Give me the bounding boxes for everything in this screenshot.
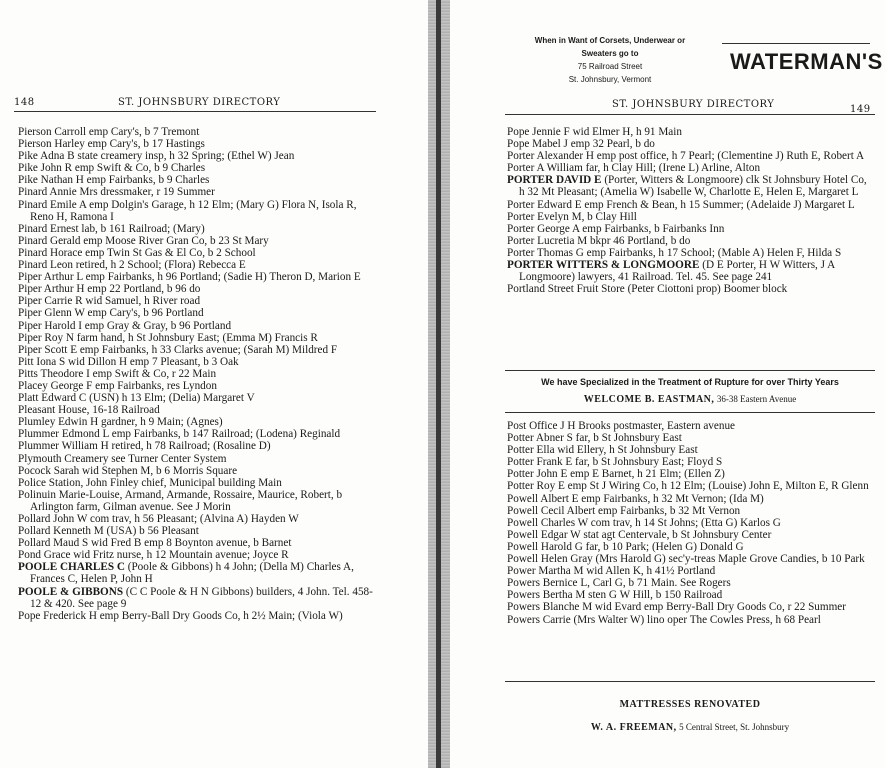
mattress-ad-line: MATTRESSES RENOVATED [619,699,761,710]
directory-entry: Piper Harold I emp Gray & Gray, b 96 Portland [18,319,232,332]
directory-entry: Porter Thomas G emp Fairbanks, h 17 School; (Mable A) Helen F, Hilda S [507,246,842,259]
directory-entry: Pitt Iona S wid Dillon H emp 7 Pleasant, b 3 Oak [18,355,239,368]
directory-entry: Powell Cecil Albert emp Fairbanks, b 32 Mt Vernon [507,504,741,517]
directory-entry: Powers Bernice L, Carl G, b 71 Main. See Rogers [507,577,731,590]
eastman-name: WELCOME B. EASTMAN, [583,394,715,405]
ad-line-1: When in Want of Corsets, Underwear or [534,36,686,45]
directory-entry: POOLE & GIBBONS (C C Poole & H N Gibbons) builders, 4 John. Tel. 458-12 & 420. See page 9 [18,585,373,610]
ad-line-3: 75 Railroad Street [577,62,643,71]
watermans-ad-text [500,34,720,86]
directory-entry: Pollard John W com trav, h 56 Pleasant; (Alvina A) Hayden W [18,513,299,525]
header-rule-left [14,111,376,112]
page-number-left: 148 [14,97,35,108]
left-page [0,0,432,768]
directory-entry: POOLE CHARLES C (Poole & Gibbons) h 4 John; (Della M) Charles A, Frances C, Helen P, John H [18,561,354,586]
directory-entry: Pocock Sarah wid Stephen M, b 6 Morris Square [18,464,238,477]
running-head-right: ST. JOHNSBURY DIRECTORY [612,99,775,110]
directory-entry: Pierson Carroll emp Cary's, b 7 Tremont [18,126,200,138]
directory-entry: Porter A William far, h Clay Hill; (Irene L) Arline, Alton [507,162,761,175]
directory-entry: Pike John R emp Swift & Co, b 9 Charles [18,162,206,175]
directory-entry: Piper Roy N farm hand, h St Johnsbury East; (Emma M) Francis R [18,331,318,344]
freeman-ad [505,722,875,733]
header-rule-right [505,114,875,115]
directory-entry: Powell Helen Gray (Mrs Harold G) sec'y-treas Maple Grove Candies, b 10 Park [507,553,865,566]
directory-entry: Pinard Annie Mrs dressmaker, r 19 Summer [18,186,215,199]
right-entry-list-b [507,420,871,626]
directory-entry: Powell Edgar W stat agt Centervale, b St Johnsbury Center [507,528,772,541]
directory-entry: Power Martha M wid Allen K, h 41½ Portland [507,565,716,578]
directory-entry: Powers Blanche M wid Evard emp Berry-Ball Dry Goods Co, r 22 Summer [507,601,846,614]
directory-entry: Portland Street Fruit Store (Peter Ciottoni prop) Boomer block [507,283,788,296]
directory-entry: PORTER DAVID E (Porter, Witters & Longmoore) clk St Johnsbury Hotel Co, h 32 Mt Pleasant; (Amelia W) Isabelle W, Charlotte E, Helen E, Margaret L [507,174,867,199]
directory-entry: Pike Nathan H emp Fairbanks, b 9 Charles [18,174,210,187]
directory-entry: Porter Lucretia M bkpr 46 Portland, b do [507,234,691,247]
directory-entry: Porter Evelyn M, b Clay Hill [507,210,637,223]
directory-entry: Pollard Maud S wid Fred B emp 8 Boynton avenue, b Barnet [18,537,292,550]
directory-entry: Piper Scott E emp Fairbanks, h 33 Clarks avenue; (Sarah M) Mildred F [18,343,338,356]
eastman-address: 36-38 Eastern Avenue [716,394,797,404]
directory-entry: Piper Arthur H emp 22 Portland, b 96 do [18,283,201,296]
directory-entry: Potter Roy E emp St J Wiring Co, h 12 Elm; (Louise) John E, Milton E, R Glenn [507,480,869,493]
directory-entry: Pond Grace wid Fritz nurse, h 12 Mountain avenue; Joyce R [18,549,289,562]
ad-line-4: St. Johnsbury, Vermont [568,75,652,84]
directory-entry: Porter Edward E emp French & Bean, h 15 Summer; (Adelaide J) Margaret L [507,198,855,211]
directory-entry: Piper Glenn W emp Cary's, b 96 Portland [18,307,204,320]
ad-rule-top [505,370,875,371]
running-head-left: ST. JOHNSBURY DIRECTORY [118,97,281,108]
directory-entry: Post Office J H Brooks postmaster, Eastern avenue [507,420,736,432]
left-entry-list [18,126,378,622]
directory-entry: Pinard Leon retired, h 2 School; (Flora) Rebecca E [18,259,246,272]
right-page [450,0,885,768]
directory-entry: Potter Abner S far, b St Johnsbury East [507,432,682,445]
directory-entry: Powell Albert E emp Fairbanks, h 32 Mt Vernon; (Ida M) [507,492,764,505]
ad-line-2: Sweaters go to [581,49,639,58]
directory-entry: Porter Alexander H emp post office, h 7 Pearl; (Clementine J) Ruth E, Robert A [507,150,865,163]
directory-entry: Pinard Ernest lab, b 161 Railroad; (Mary) [18,222,205,235]
directory-entry: Placey George F emp Fairbanks, res Lyndon [18,379,217,392]
directory-entry: Potter Frank E far, b St Johnsbury East; Floyd S [507,456,723,469]
directory-entry: Porter George A emp Fairbanks, b Fairbanks Inn [507,222,725,235]
directory-entry: Pope Frederick H emp Berry-Ball Dry Goods Co, h 2½ Main; (Viola W) [18,609,343,622]
directory-entry: Pope Jennie F wid Elmer H, h 91 Main [507,126,682,138]
directory-entry: Polinuin Marie-Louise, Armand, Armande, Rossaire, Maurice, Robert, b Arlington farm, Gilman avenue. See J Morin [18,488,343,513]
book-spine-shadow [436,0,441,768]
directory-entry: Pinard Gerald emp Moose River Gran Co, b 23 St Mary [18,234,269,247]
bottom-ad-rule [505,681,875,682]
directory-entry: Potter Ella wid Ellery, h St Johnsbury East [507,444,698,457]
directory-entry: Pitts Theodore I emp Swift & Co, r 22 Main [18,367,217,380]
directory-entry: Pierson Harley emp Cary's, b 17 Hastings [18,138,205,151]
directory-entry: Potter John E emp E Barnet, h 21 Elm; (Ellen Z) [507,468,725,481]
directory-entry: Plummer Edmond L emp Fairbanks, b 147 Railroad; (Lodena) Reginald [18,428,341,441]
directory-entry: Police Station, John Finley chief, Municipal building Main [18,476,282,489]
directory-entry: Pope Mabel J emp 32 Pearl, b do [507,138,655,151]
directory-entry: Powers Carrie (Mrs Walter W) lino oper The Cowles Press, h 68 Pearl [507,613,821,626]
directory-entry: Pinard Horace emp Twin St Gas & El Co, b 2 School [18,246,256,259]
directory-entry: Powell Harold G far, b 10 Park; (Helen G) Donald G [507,540,744,553]
directory-entry: Pike Adna B state creamery insp, h 32 Spring; (Ethel W) Jean [18,150,295,163]
rupture-ad-line: We have Specialized in the Treatment of Rupture for over Thirty Years [541,377,839,387]
directory-entry: Powell Charles W com trav, h 14 St Johns; (Etta G) Karlos G [507,516,781,529]
page-number-right: 149 [850,104,871,115]
directory-entry: Pinard Emile A emp Dolgin's Garage, h 12 Elm; (Mary G) Flora N, Isola R, Reno H, Ramona I [18,198,357,223]
eastman-ad [505,394,875,405]
directory-entry: PORTER WITTERS & LONGMOORE (D E Porter, H W Witters, J A Longmoore) lawyers, 41 Railroad. Tel. 45. See page 241 [507,259,835,284]
directory-entry: Powers Bertha M sten G W Hill, b 150 Railroad [507,589,723,602]
directory-entry: Piper Carrie R wid Samuel, h River road [18,295,201,308]
ad-rule-bottom [505,412,875,413]
directory-entry: Piper Arthur L emp Fairbanks, h 96 Portland; (Sadie H) Theron D, Marion E [18,271,361,284]
directory-entry: Platt Edward C (USN) h 13 Elm; (Delia) Margaret V [18,392,255,405]
brand-rule [722,43,870,44]
directory-entry: Plumley Edwin H gardner, h 9 Main; (Agnes) [18,416,223,429]
directory-entry: Plymouth Creamery see Turner Center System [18,452,227,465]
directory-entry: Pollard Kenneth M (USA) b 56 Pleasant [18,525,199,538]
right-entry-list-a [507,126,871,295]
freeman-name: W. A. FREEMAN, [590,722,677,733]
freeman-address: 5 Central Street, St. Johnsbury [679,722,790,732]
watermans-brand: WATERMAN'S [730,49,883,74]
directory-entry: Pleasant House, 16-18 Railroad [18,404,160,417]
directory-entry: Plummer William H retired, h 78 Railroad; (Rosaline D) [18,440,271,453]
